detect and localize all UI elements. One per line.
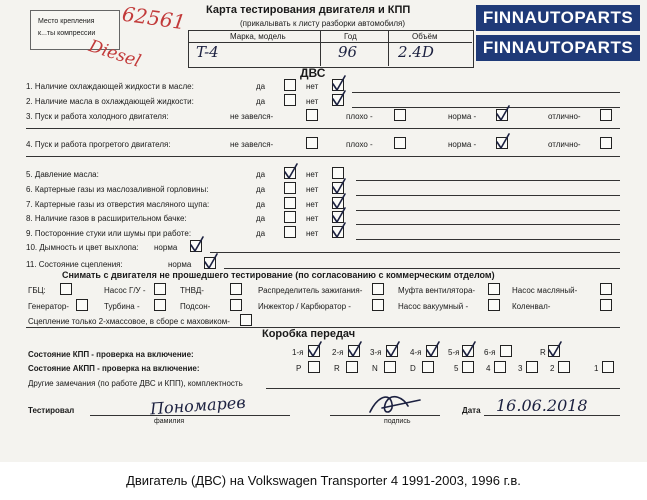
gear-r-label: R [540, 348, 546, 357]
engine-row-5-label: 5. Давление масла: [26, 170, 99, 179]
engine-row-7-label: 7. Картерные газы из отверстия масляного щупа: [26, 200, 210, 209]
check-row-8-no [333, 208, 345, 222]
engine-row-6-label: 6. Картерные газы из маслозаливной горловины: [26, 185, 209, 194]
removed-r2-3: Инжектор / Карбюратор - [258, 302, 351, 311]
date-value: 16.06.2018 [496, 396, 588, 415]
volume-value: 2.4D [398, 43, 434, 61]
check-row-4-normal [497, 134, 509, 148]
auto-5-label: 5 [454, 364, 459, 373]
check-gear-1 [309, 342, 321, 356]
auto-1-label: 1 [594, 364, 599, 373]
tested-by-label: Тестировал [28, 406, 75, 415]
engine-row-2-label: 2. Наличие масла в охлаждающей жидкости: [26, 97, 194, 106]
removed-r2-4: Насос вакуумный - [398, 302, 469, 311]
engine-row-4-label: 4. Пуск и работа прогретого двигателя: [26, 140, 171, 149]
check-row-7-no [333, 194, 345, 208]
date-label: Дата [462, 406, 481, 415]
check-gear-3 [387, 342, 399, 356]
engine-row-1-label: 1. Наличие охлаждающей жидкости в масле: [26, 82, 194, 91]
check-row-2-no [333, 91, 345, 105]
removed-r1-4: Муфта вентилятора- [398, 286, 476, 295]
watermark-line-1: FINNAUTOPARTS [476, 5, 640, 31]
handwritten-id: 62561 [120, 1, 187, 35]
gear-2-label: 2-я [332, 348, 344, 357]
removed-parts-title: Снимать с двигателя не прошедшего тестирование (по согласованию с коммерческим отделом) [62, 270, 495, 280]
gear-6-label: 6-я [484, 348, 496, 357]
row-4-bad-label: плохо - [346, 140, 373, 149]
removed-r1-2: ТНВД- [180, 286, 204, 295]
check-row-9-no [333, 223, 345, 237]
stamp-box-text-2: к...ты компрессии [38, 30, 96, 37]
row-1-no-label: нет [306, 82, 319, 91]
watermark-line-2: FINNAUTOPARTS [476, 35, 640, 61]
row-2-yes-label: да [256, 97, 266, 106]
model-value: T-4 [196, 43, 219, 61]
row-5-yes-label: да [256, 170, 266, 179]
auto-2-label: 2 [550, 364, 555, 373]
check-gear-2 [349, 342, 361, 356]
row-8-yes-label: да [256, 214, 266, 223]
handwritten-fuel: Diesel [86, 36, 144, 72]
row-7-yes-label: да [256, 200, 266, 209]
check-row-1-no [333, 76, 345, 90]
gear-5-label: 5-я [448, 348, 460, 357]
row-6-yes-label: да [256, 185, 266, 194]
removed-r2-0: Генератор- [28, 302, 69, 311]
check-gear-4 [427, 342, 439, 356]
other-remarks-label: Другие замечания (по работе ДВС и КПП), комплектность [28, 379, 243, 388]
row-4-not-started-label: не завелся- [230, 140, 274, 149]
removed-r2-5: Коленвал- [512, 302, 551, 311]
col-year-label: Год [344, 32, 357, 41]
row-11-norm-label: норма [168, 260, 192, 269]
removed-r1-0: ГБЦ: [28, 286, 46, 295]
signature-caption: подпись [384, 418, 411, 425]
check-gear-5 [463, 342, 475, 356]
removed-r2-1: Турбина - [104, 302, 140, 311]
row-9-no-label: нет [306, 229, 319, 238]
auto-n-label: N [372, 364, 378, 373]
row-4-normal-label: норма - [448, 140, 477, 149]
surname-caption: фамилия [154, 418, 185, 425]
gear-4-label: 4-я [410, 348, 422, 357]
col-volume-label: Объём [412, 32, 438, 41]
engine-row-3-label: 3. Пуск и работа холодного двигателя: [26, 112, 169, 121]
auto-4-label: 4 [486, 364, 491, 373]
gear-3-label: 3-я [370, 348, 382, 357]
auto-gearbox-label: Состояние АКПП - проверка на включение: [28, 364, 200, 373]
auto-d-label: D [410, 364, 416, 373]
form-title: Карта тестирования двигателя и КПП [206, 4, 411, 16]
row-3-excellent-label: отлично- [548, 112, 581, 121]
check-row-11-norm [205, 254, 217, 268]
engine-row-8-label: 8. Наличие газов в расширительном бачке: [26, 214, 187, 223]
row-10-norm-label: норма [154, 243, 178, 252]
row-2-no-label: нет [306, 97, 319, 106]
engine-row-11-label: 11. Состояние сцепления: [26, 260, 123, 269]
check-row-5-yes [285, 164, 297, 178]
stamp-box-text-1: Место крепления [38, 18, 95, 25]
auto-r-label: R [334, 364, 340, 373]
row-7-no-label: нет [306, 200, 319, 209]
image-caption: Двигатель (ДВС) на Volkswagen Transporter 4 1991-2003, 1996 г.в. [126, 473, 521, 488]
gearbox-title: Коробка передач [262, 328, 356, 340]
year-value: 96 [338, 43, 358, 61]
check-row-10-norm [191, 237, 203, 251]
row-3-bad-label: плохо - [346, 112, 373, 121]
row-9-yes-label: да [256, 229, 266, 238]
col-model-label: Марка, модель [230, 32, 286, 41]
engine-row-10-label: 10. Дымность и цвет выхлопа: [26, 243, 139, 252]
auto-p-label: P [296, 364, 302, 373]
engine-row-9-label: 9. Посторонние стуки или шумы при работе: [26, 229, 192, 238]
removed-r2-2: Подсон- [180, 302, 211, 311]
row-1-yes-label: да [256, 82, 266, 91]
auto-3-label: 3 [518, 364, 523, 373]
row-4-excellent-label: отлично- [548, 140, 581, 149]
removed-r1-1: Насос Г/У - [104, 286, 146, 295]
manual-gearbox-label: Состояние КПП - проверка на включение: [28, 350, 194, 359]
row-5-no-label: нет [306, 170, 319, 179]
row-8-no-label: нет [306, 214, 319, 223]
gear-1-label: 1-я [292, 348, 304, 357]
surname-value: Пономарев [149, 392, 247, 419]
check-row-3-normal [497, 106, 509, 120]
row-3-not-started-label: не завелся- [230, 112, 274, 121]
removed-clutch-label: Сцепление только 2-хмассовое, в сборе с маховиком- [28, 317, 230, 326]
row-6-no-label: нет [306, 185, 319, 194]
signature-mark [370, 397, 420, 412]
form-subtitle: (прикалывать к листу разборки автомобиля) [240, 19, 406, 28]
removed-r1-3: Распределитель зажигания- [258, 286, 363, 295]
row-3-normal-label: норма - [448, 112, 477, 121]
engine-section-title: ДВС [300, 66, 326, 80]
check-gear-r [549, 342, 561, 356]
removed-r1-5: Насос масляный- [512, 286, 578, 295]
check-row-6-no [333, 179, 345, 193]
